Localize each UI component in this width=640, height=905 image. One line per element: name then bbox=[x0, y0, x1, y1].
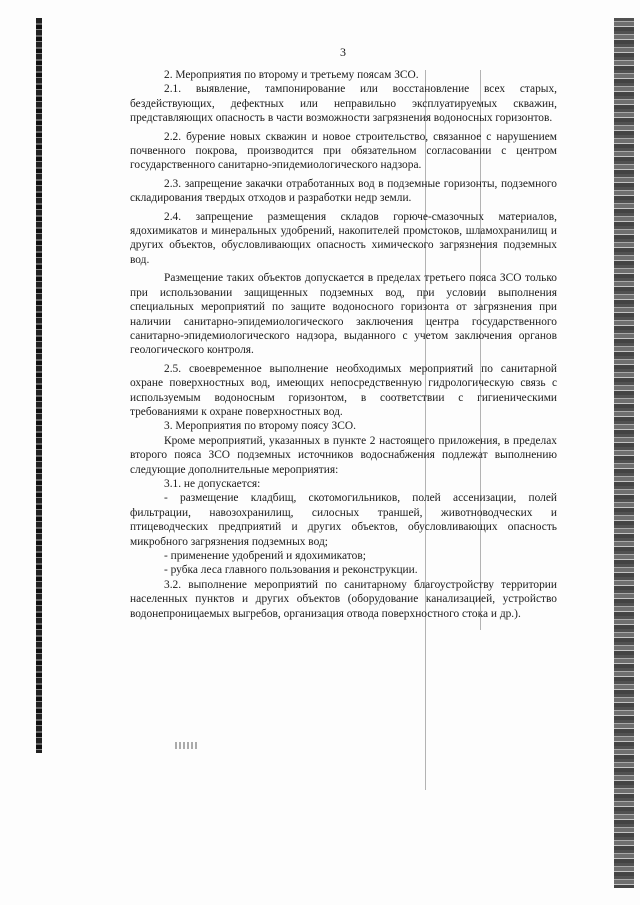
list-item: - применение удобрений и ядохимикатов; bbox=[164, 550, 366, 562]
document-body bbox=[130, 68, 557, 621]
paragraph: 2.3. запрещение закачки отработанных вод в подземные горизонты, подземного складирования твердых отходов и разработки недр земли. bbox=[130, 177, 557, 205]
paragraph: 2.2. бурение новых скважин и новое строительство, связанное с нарушением почвенного покрова, производится при обязательном согласовании с центром государственного санитарно-эпидемиологического надзора. bbox=[130, 130, 557, 172]
section-heading: 3. Мероприятия по второму поясу ЗСО. bbox=[164, 420, 356, 433]
paragraph: 2.1. выявление, тампонирование или восстановление всех старых, бездействующих, дефектных или неправильно эксплуатируемых скважин, представляющих опасность в части возможности загрязнения водоносных горизонтов. bbox=[130, 83, 557, 125]
page-number: 3 bbox=[340, 45, 346, 59]
list-item: - размещение кладбищ, скотомогильников, полей ассенизации, полей фильтрации, навозохранилищ, силосных траншей, животноводческих и птицеводческих предприятий и других объектов, обусловливающих опасность микробного загрязнения подземных вод; bbox=[130, 492, 557, 548]
paragraph: 3.2. выполнение мероприятий по санитарному благоустройству территории населенных пунктов и других объектов (оборудование канализацией, устройство водонепроницаемых выгребов, организация отвода поверхностного стока и др.). bbox=[130, 578, 557, 620]
scan-edge-right bbox=[614, 18, 634, 888]
section-heading: 2. Мероприятия по второму и третьему поясам ЗСО. bbox=[164, 69, 419, 81]
paragraph: 2.5. своевременное выполнение необходимых мероприятий по санитарной охране поверхностных вод, имеющих непосредственную гидрологическую связь с используемым водоносным горизонтом, в соответствии с гигиеническими требованиями к охране поверхностных вод. bbox=[130, 362, 557, 418]
scan-edge-left bbox=[36, 18, 42, 753]
paragraph: Кроме мероприятий, указанных в пункте 2 настоящего приложения, в пределах второго пояса ЗСО подземных источников водоснабжения подлежат выполнению следующие дополнительные мероприятия: bbox=[130, 434, 557, 476]
list-item: - рубка леса главного пользования и реконструкции. bbox=[164, 564, 418, 577]
paragraph: Размещение таких объектов допускается в пределах третьего пояса ЗСО только при использовании защищенных подземных вод, при условии выполнения специальных мероприятий по защите водоносного горизонта от загрязнения при наличии санитарно-эпидемиологического заключения центра государственного санитарно-эпидемиологического надзора, выданного с учетом заключения органов геологического контроля. bbox=[130, 272, 557, 357]
paragraph: 2.4. запрещение размещения складов горюче-смазочных материалов, ядохимикатов и минеральных удобрений, накопителей промстоков, шламохранилищ и других объектов, обусловливающих опасность химического загрязнения подземных вод. bbox=[130, 210, 557, 266]
list-heading: 3.1. не допускается: bbox=[164, 477, 261, 490]
scan-mark bbox=[175, 742, 199, 749]
